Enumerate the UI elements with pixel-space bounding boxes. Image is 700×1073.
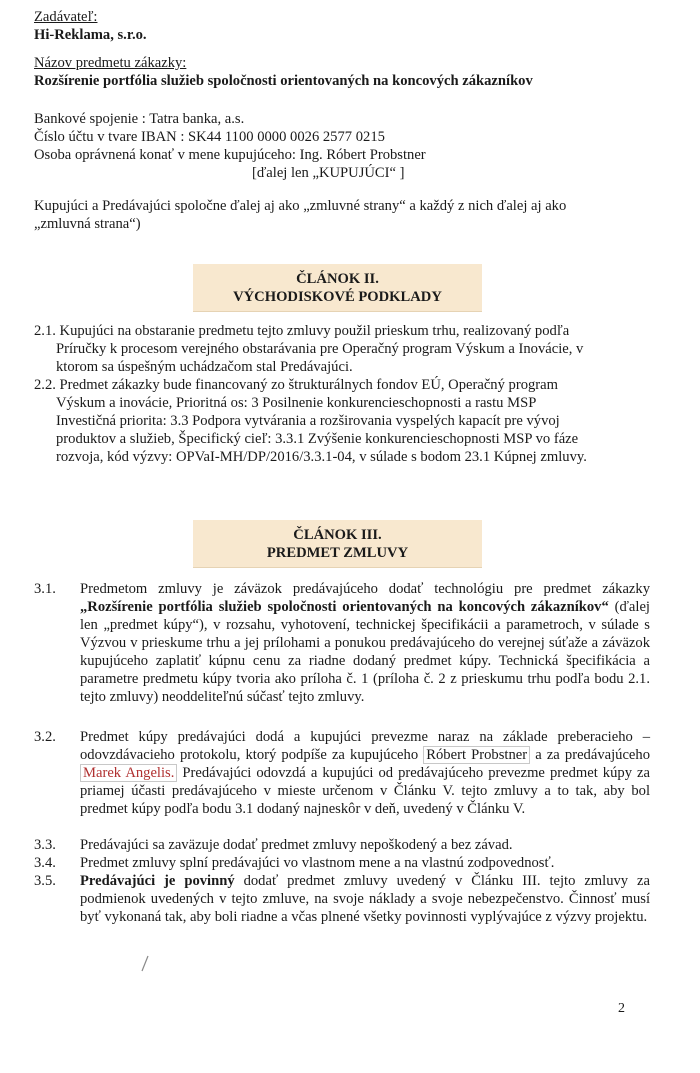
buyer-representative-name: Róbert Probstner xyxy=(423,746,530,764)
clause-2-2-line-5: rozvoja, kód výzvy: OPVaI-MH/DP/2016/3.3.1-04, v súlade s bodom 23.1 Kúpnej zmluvy. xyxy=(56,449,587,465)
subject-name: Rozšírenie portfólia služieb spoločnosti orientovaných na koncových zákazníkov xyxy=(34,73,533,89)
contractor-block xyxy=(34,8,650,44)
buyer-alias-line: [ďalej len „KUPUJÚCI“ ] xyxy=(252,165,405,181)
clause-text: Predmetom zmluvy je záväzok predávajúceho dodať technológiu pre predmet zákazky „Rozšírenie portfólia služieb spoločnosti orientovaných na koncových zákazníkov“ (ďalej len „predmet kúpy“), v rozsahu, vyhotovení, technickej špecifikácii a parametroch, v súlade s Výzvou v prieskume trhu a jej prílohami a ponukou predávajúceho do verejnej súťaže a záväzok kupujúceho zaplatiť kúpnu cenu za riadne dodaný predmet kúpy. Technická špecifikácia a parametre predmetu kúpy tvoria ako príloha č. 1 (príloha č. 2 z prieskumu trhu podľa bodu 2.1. tejto zmluvy) neoddeliteľnú súčasť tejto zmluvy. xyxy=(80,581,650,705)
parties-line-2: „zmluvná strana“) xyxy=(34,216,141,232)
clause-2-1-line-2: Príručky k procesom verejného obstarávania pre Operačný program Výskum a Inovácie, v xyxy=(56,341,584,357)
parties-line-1: Kupujúci a Predávajúci spoločne ďalej aj ako „zmluvné strany“ a každý z nich ďalej aj ako xyxy=(34,198,567,214)
clause-text: Predávajúci je povinný dodať predmet zmluvy uvedený v Článku III. tejto zmluvy za podmienok uvedených v tejto zmluve, na svoje náklady a svoje nebezpečenstvo. Činnosť musí byť vykonaná tak, aby boli riadne a včas plnené všetky povinnosti vyplývajúce z výzvy projektu. xyxy=(80,873,650,925)
contractor-name: Hi-Reklama, s.r.o. xyxy=(34,27,147,43)
seller-representative-name: Marek Angelis. xyxy=(80,764,177,782)
article-2-body xyxy=(34,322,650,466)
article-3-title: PREDMET ZMLUVY xyxy=(266,545,409,561)
clause-2-2-line-4: produktov a služieb, Špecifický cieľ: 3.3.1 Zvýšenie konkurencieschopnosti MSP vo fáze xyxy=(56,431,579,447)
clause-text: Predmet kúpy predávajúci dodá a kupujúci prevezme naraz na základe preberacieho – odovzdávacieho protokolu, ktorý podpíše za kupujúceho Róbert Probstner a za predávajúceho Marek Angelis. Predávajúci odovzdá a kupujúci od predávajúceho prevezme predmet kúpy za priamej účasti predávajúceho v mieste určenom v Článku V. tejto zmluvy a to tak, aby bol predmet kúpy podľa bodu 3.1 dodaný najneskôr v deň, uvedený v Článku V. xyxy=(80,729,650,817)
pen-mark xyxy=(140,955,150,973)
clause-2-1-line-3: ktorom sa úspešným uchádzačom stal Predávajúci. xyxy=(56,359,353,375)
article-3-heading xyxy=(193,520,482,568)
iban-line: Číslo účtu v tvare IBAN : SK44 1100 0000 0026 2577 0215 xyxy=(34,129,385,145)
bank-block xyxy=(34,110,650,182)
article-2-title: VÝCHODISKOVÉ PODKLADY xyxy=(233,289,442,305)
subject-label: Názov predmetu zákazky: xyxy=(34,55,187,71)
contractor-label: Zadávateľ: xyxy=(34,9,98,25)
clause-2-1-line-1: 2.1. Kupujúci na obstaranie predmetu tejto zmluvy použil prieskum trhu, realizovaný podľa xyxy=(34,323,570,339)
subject-name-bold: „Rozšírenie portfólia služieb spoločnosti orientovaných na koncových zákazníkov“ xyxy=(80,599,609,615)
clause-text: Predmet zmluvy splní predávajúci vo vlastnom mene a na vlastnú zodpovednosť. xyxy=(80,855,555,871)
clause-number: 3.1. xyxy=(34,581,56,597)
article-2-number: ČLÁNOK II. xyxy=(296,271,379,287)
page-number: 2 xyxy=(618,1001,625,1016)
seller-obliged-bold: Predávajúci je povinný xyxy=(80,873,235,889)
clause-2-2-line-2: Výskum a inovácie, Prioritná os: 3 Posilnenie konkurencieschopnosti a rastu MSP xyxy=(56,395,537,411)
authorized-person-line: Osoba oprávnená konať v mene kupujúceho: Ing. Róbert Probstner xyxy=(34,147,426,163)
subject-block xyxy=(34,54,650,90)
clause-number: 3.4. xyxy=(34,855,56,871)
clause-number: 3.5. xyxy=(34,873,56,889)
article-2-heading xyxy=(193,264,482,312)
clause-number: 3.3. xyxy=(34,837,56,853)
clause-number: 3.2. xyxy=(34,729,56,745)
clause-2-2-line-1: 2.2. Predmet zákazky bude financovaný zo štrukturálnych fondov EÚ, Operačný program xyxy=(34,377,558,393)
article-3-number: ČLÁNOK III. xyxy=(293,527,382,543)
clause-2-2-line-3: Investičná priorita: 3.3 Podpora vytvárania a rozširovania vyspelých kapacít pre vývoj xyxy=(56,413,560,429)
bank-line: Bankové spojenie : Tatra banka, a.s. xyxy=(34,111,245,127)
clause-text: Predávajúci sa zaväzuje dodať predmet zmluvy nepoškodený a bez závad. xyxy=(80,837,513,853)
parties-block xyxy=(34,197,650,233)
